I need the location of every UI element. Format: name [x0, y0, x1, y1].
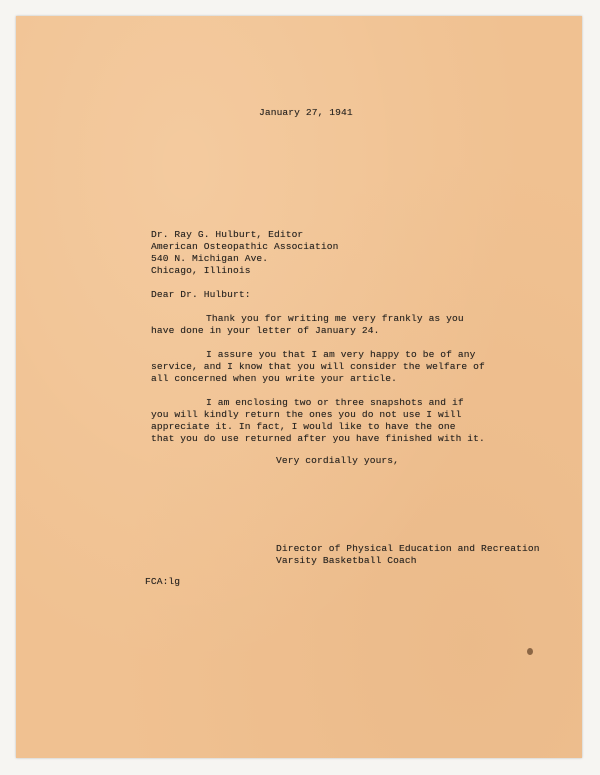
letter-page: [16, 16, 582, 758]
recipient-line-city: Chicago, Illinois: [151, 265, 251, 276]
paragraph-3-line-3: appreciate it. In fact, I would like to have the one: [151, 421, 456, 432]
complimentary-closing: Very cordially yours,: [276, 455, 400, 466]
ink-speck: [527, 648, 533, 655]
reference-initials: FCA:lg: [145, 576, 181, 587]
signature-title-line-2: Varsity Basketball Coach: [276, 555, 417, 566]
paragraph-2-line-1: I assure you that I am very happy to be of any: [206, 349, 476, 360]
paragraph-3-line-4: that you do use returned after you have finished with it.: [151, 433, 485, 444]
letter-date: January 27, 1941: [259, 107, 353, 118]
recipient-line-organization: American Osteopathic Association: [151, 241, 339, 252]
recipient-line-name: Dr. Ray G. Hulburt, Editor: [151, 229, 304, 240]
signature-title-line-1: Director of Physical Education and Recreation: [276, 543, 540, 554]
paragraph-2-line-3: all concerned when you write your article.: [151, 373, 398, 384]
paragraph-3-line-1: I am enclosing two or three snapshots and if: [206, 397, 464, 408]
paragraph-1-line-1: Thank you for writing me very frankly as you: [206, 313, 464, 324]
paragraph-3-line-2: you will kindly return the ones you do not use I will: [151, 409, 462, 420]
recipient-line-street: 540 N. Michigan Ave.: [151, 253, 269, 264]
paragraph-2-line-2: service, and I know that you will consider the welfare of: [151, 361, 485, 372]
paragraph-1-line-2: have done in your letter of January 24.: [151, 325, 380, 336]
salutation: Dear Dr. Hulburt:: [151, 289, 251, 300]
